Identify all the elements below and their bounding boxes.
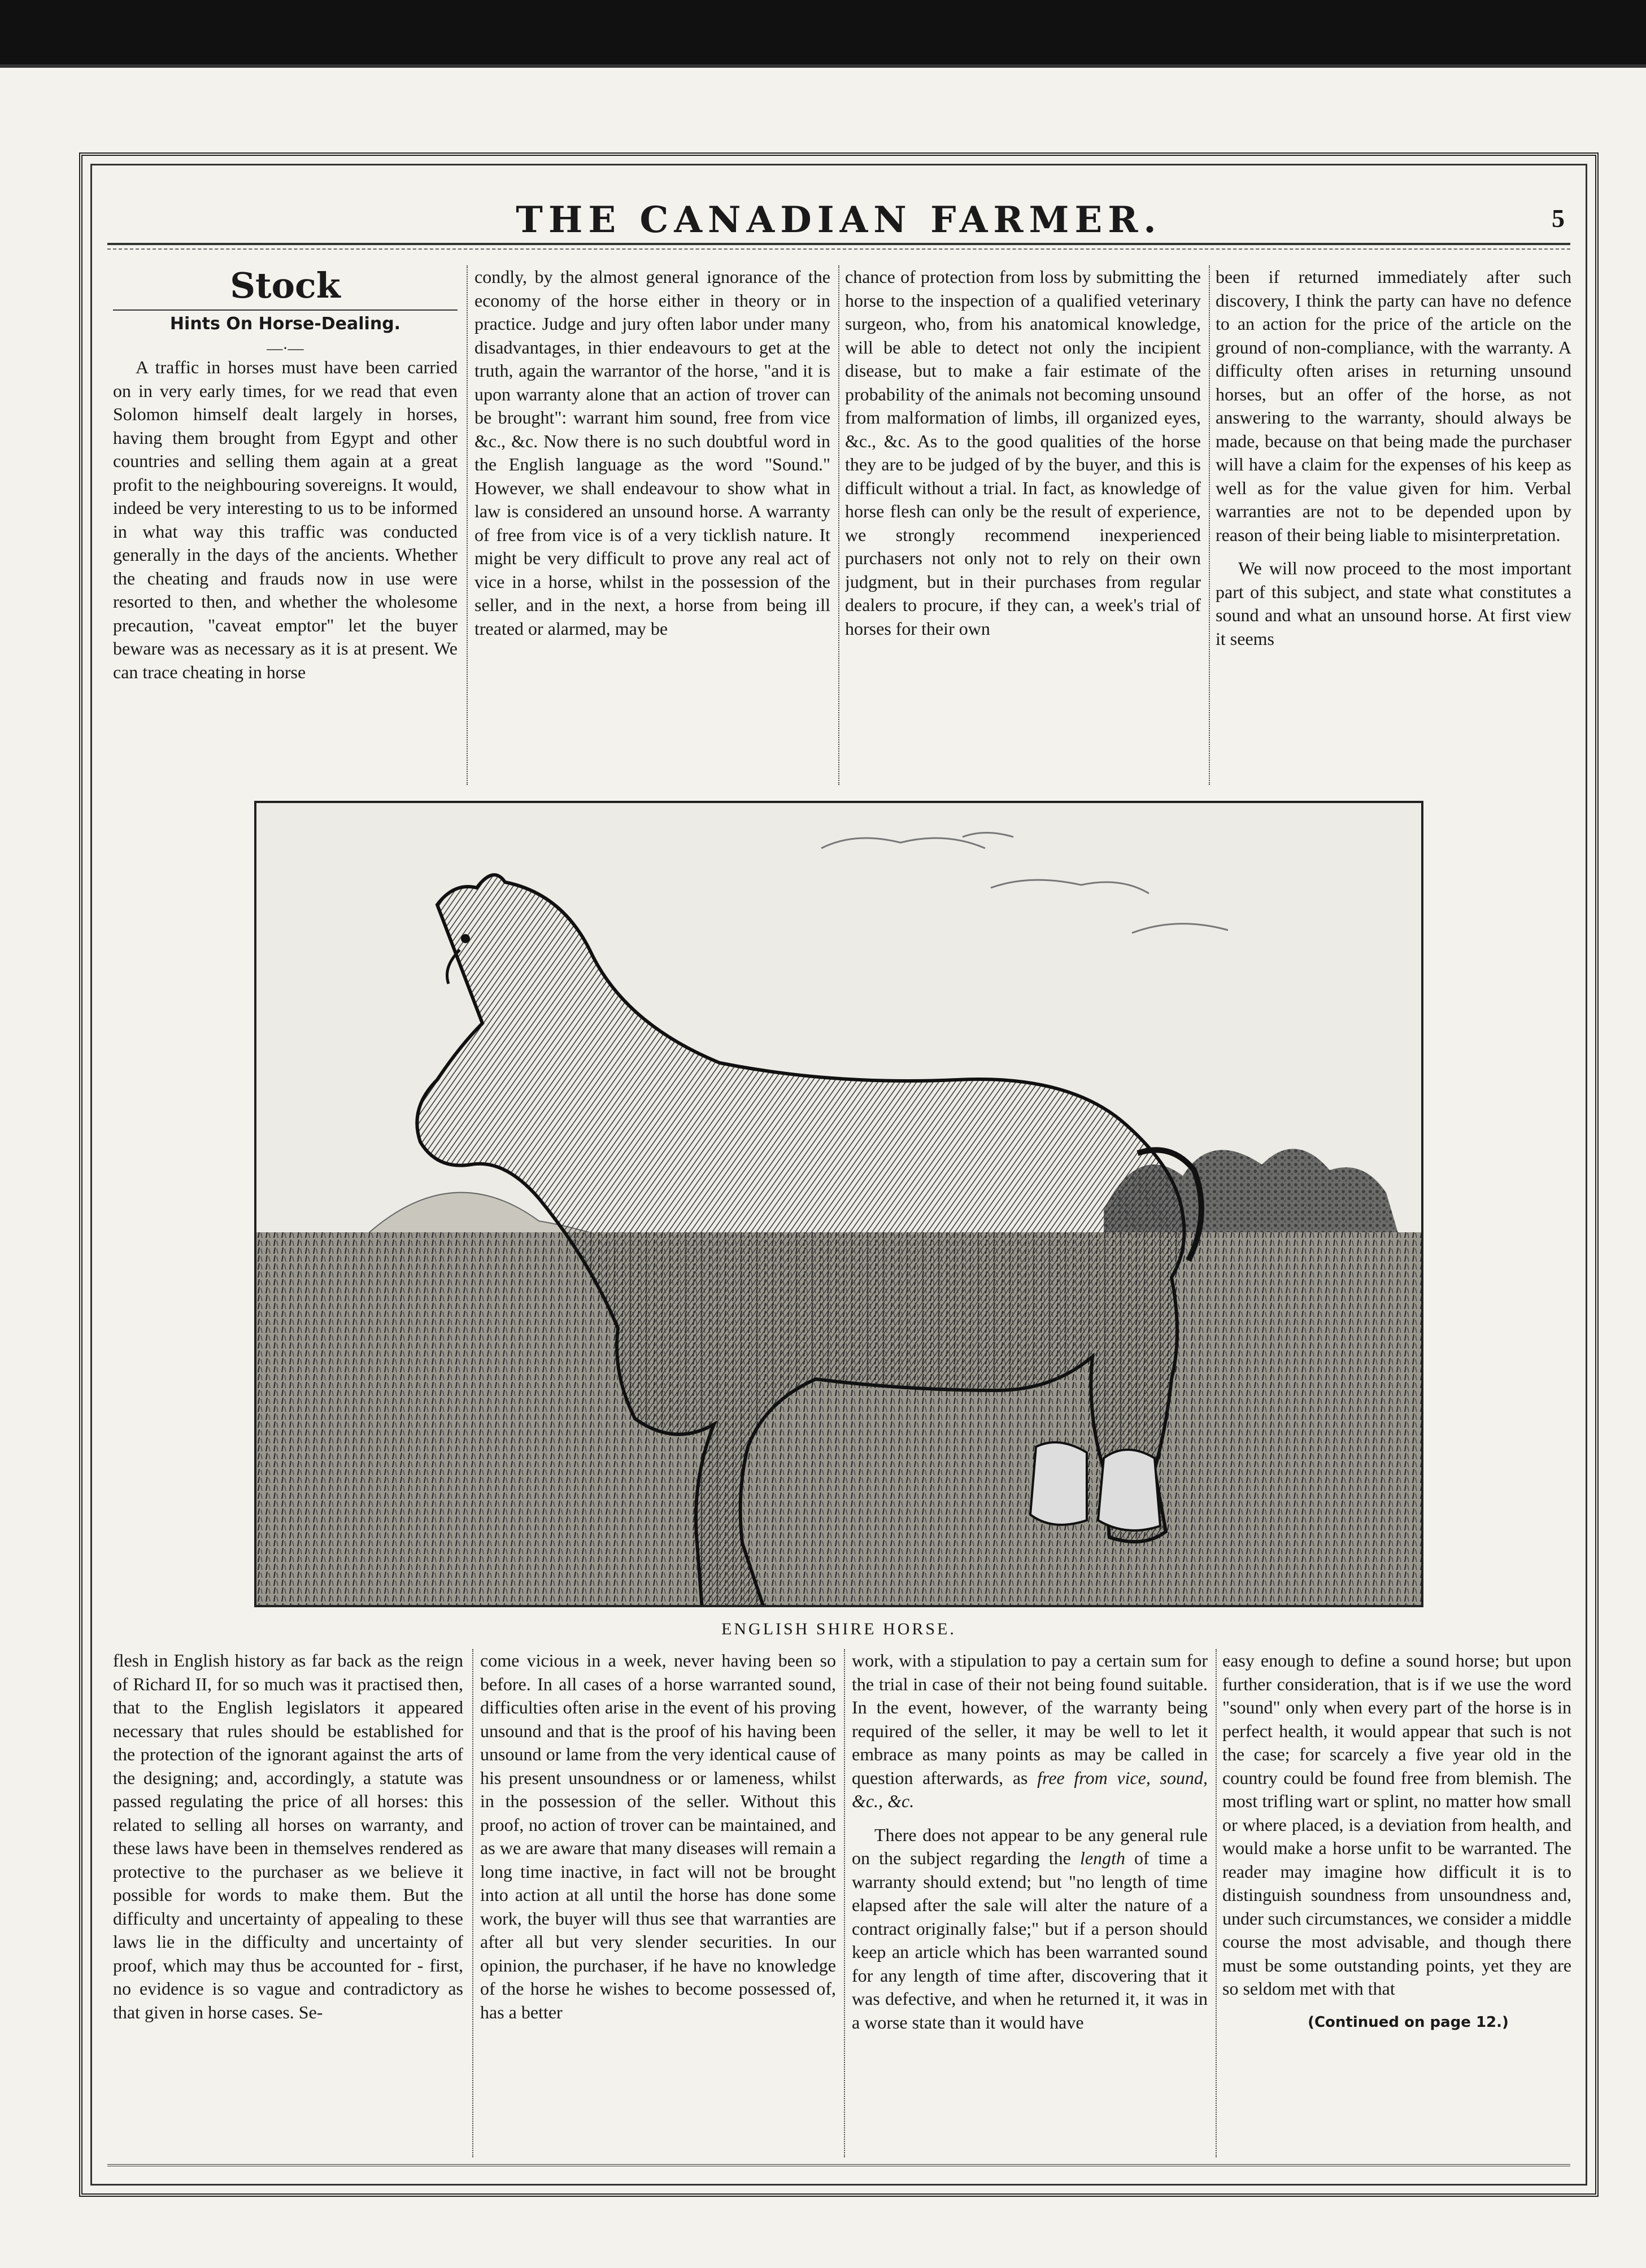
text-run: work, with a stipulation to pay a certain sum for the trial in case of their not being found suitable. In the event, however, of the warranty being required of the seller, it may be well to let it embrace as many points as may be called in question afterwards, as bbox=[852, 1650, 1208, 1788]
bottom-column-2 bbox=[480, 1649, 836, 2157]
article-paragraph: A traffic in horses must have been carried on in very early times, for we read that even Solomon himself dealt largely in horses, having them brought from Egypt and other countries and selling them again at a great profit to the neighbouring sovereigns. It would, indeed be very interesting to us to be informed in what way this traffic was conducted generally in the days of the ancients. Whether the cheating and frauds now in use were resorted to then, and whether the wholesome precaution, "caveat emptor" let the buyer beware was as necessary as it is at present. We can trace cheating in horse bbox=[113, 357, 458, 682]
article-paragraph: chance of protection from loss by submitting the horse to the inspection of a qualified veterinary surgeon, who, from his anatomical knowledge, will be able to detect not only the incipient disease, but to make a fair estimate of the probability of the animals not becoming unsound from malformation of limbs, ill organized eyes, &c., &c. As to the good qualities of the horse they are to be judged of by the buyer, and this is difficult without a trial. In fact, as knowledge of horse flesh can only be the result of experience, we strongly recommend inexperienced purchasers not only not to rely on their own judgment, but in their purchases from regular dealers to procure, if they can, a week's trial of horses for their own bbox=[845, 267, 1201, 639]
column-rule bbox=[1216, 1649, 1217, 2157]
text-run: of time a warranty should extend; but "no length of time elapsed after the sale will alter the nature of a contract originally false;" but if a person should keep an article which has been warranted sound for any length of time after, discovering that it was defective, and when he returned it, it was in a worse state than it would have bbox=[852, 1848, 1208, 2033]
article-paragraph: been if returned immediately after such discovery, I think the party can have no defence to an action for the price of the article on the ground of non-compliance, with the warranty. A difficulty often arises in returning unsound horses, but an offer of the horse, as not answering to the warranty, should always be made, because on that being made the purchaser will have a claim for the expenses of his keep as well as for the value given for him. Verbal warranties are not to be depended upon by reason of their being liable to misinterpretation. bbox=[1216, 267, 1571, 545]
text-run: There does not appear to be any general rule on the subject regarding the bbox=[852, 1824, 1208, 1868]
column-rule bbox=[472, 1649, 473, 2157]
article-paragraph: We will now proceed to the most important part of this subject, and state what constitutes a sound and what an unsound horse. At first view it seems bbox=[1216, 558, 1571, 649]
column-rule bbox=[1209, 265, 1210, 785]
article-paragraph: come vicious in a week, never having been so before. In all cases of a horse warranted sound, difficulties often arise in the event of his proving unsound and that is the proof of his having been unsound or lame from the very identical cause of his present unsoundness or or lameness, whilst in the possession of the seller. Without this proof, no action of trover can be maintained, and as we are aware that many diseases will remain a long time inactive, in fact will not be brought into action at all until the horse has done some work, the buyer will thus see that warranties are after all but very slender securities. In our opinion, the purchaser, if he have no knowledge of the horse he wishes to become possessed of, has a better bbox=[480, 1650, 836, 2022]
shire-horse-illustration bbox=[256, 803, 1421, 1605]
italic-text: length bbox=[1079, 1848, 1125, 1868]
figure-caption: ENGLISH SHIRE HORSE. bbox=[721, 1620, 956, 1638]
article-headline: Hints On Horse-Dealing. bbox=[113, 309, 458, 337]
page-bottom-rule bbox=[107, 2164, 1570, 2166]
page-number: 5 bbox=[1552, 204, 1565, 233]
bottom-column-3 bbox=[852, 1649, 1208, 2157]
masthead-title: THE CANADIAN FARMER. bbox=[516, 199, 1162, 241]
bottom-column-4 bbox=[1222, 1649, 1571, 2157]
column-rule bbox=[467, 265, 468, 785]
article-paragraph: flesh in English history as far back as the reign of Richard II, for so much was it practised then, that to the English legislators it appeared necessary that rules should be established for the protection of the ignorant against the arts of the designing; and, accordingly, a statute was passed regulating the price of all horses: this related to selling all horses on warranty, and these laws have been in themselves rendered as protective to the purchaser as we believe it possible for words to make them. But the difficulty and uncertainty of appealing to these laws lie in the difficulty and uncertainty of proof, which may thus be accounted for - first, no evidence is so vague and contradictory as that given in horse cases. Se- bbox=[113, 1650, 463, 2022]
masthead-rule bbox=[107, 243, 1570, 245]
italic-text: free from vice, sound, &c., &c. bbox=[852, 1767, 1208, 1811]
column-rule bbox=[838, 265, 839, 785]
top-column-1 bbox=[113, 265, 458, 785]
article-paragraph: condly, by the almost general ignorance of the economy of the horse either in theory or in practice. Judge and jury often labor under many disadvantages, in thier endeavours to get at the truth, again the warrantor of the horse, "and it is upon warranty alone that an action of trover can be brought": warrant him sound, free from vice &c., &c. Now there is no such doubtful word in the English language as the word "Sound." However, we shall endeavour to show what in law is considered an unsound horse. A warranty of free from vice is of a very ticklish nature. It might be very difficult to prove any real act of vice in a horse, whilst in the possession of the seller, and in the next, a horse from being ill treated or alarmed, may be bbox=[474, 267, 830, 639]
article-paragraph: easy enough to define a sound horse; but upon further consideration, that is if we use the word "sound" only when every part of the horse is in perfect health, it would appear that such is not the case; for scarcely a five year old in the country could be found free from blemish. The most trifling wart or splint, no matter how small or where placed, is a deviation from health, and would make a horse unfit to be warranted. The reader may imagine how difficult it is to distinguish soundness from unsoundness and, under such circumstances, we consider a middle course the most advisable, and though there must be some outstanding points, yet they are so seldom met with that bbox=[1222, 1650, 1571, 1999]
column-rule bbox=[844, 1649, 845, 2157]
article-paragraph bbox=[852, 1824, 1208, 2035]
top-column-3 bbox=[845, 265, 1201, 785]
article-paragraph bbox=[852, 1649, 1208, 1813]
horse-engraving bbox=[254, 801, 1423, 1607]
ornament-dash: —·— bbox=[267, 340, 304, 357]
top-column-2 bbox=[474, 265, 830, 785]
top-column-4 bbox=[1216, 265, 1571, 785]
bottom-column-1 bbox=[113, 1649, 463, 2157]
section-title: Stock bbox=[230, 265, 341, 306]
masthead-rule-dashed bbox=[107, 248, 1570, 250]
scan-top-border bbox=[0, 0, 1646, 68]
continued-note: (Continued on page 12.) bbox=[1308, 2013, 1509, 2031]
